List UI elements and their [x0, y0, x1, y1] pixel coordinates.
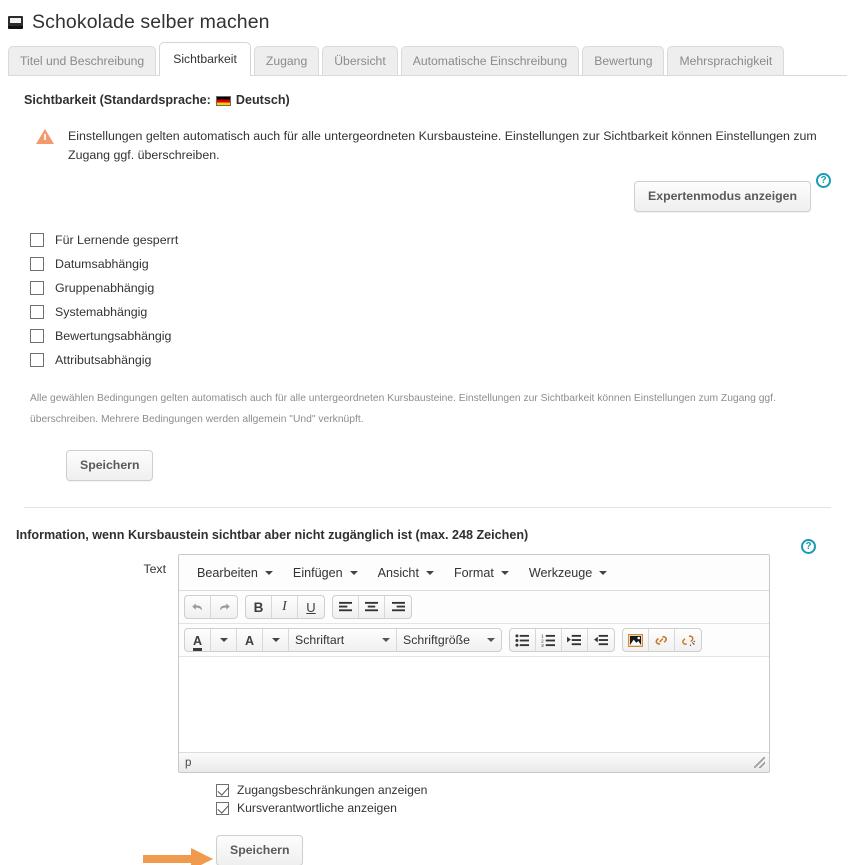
menu-label: Einfügen: [292, 565, 343, 580]
expert-mode-button[interactable]: Expertenmodus anzeigen: [634, 181, 811, 212]
text-field-label: Text: [143, 562, 166, 576]
section-title-suffix: ): [285, 93, 290, 107]
italic-icon[interactable]: I: [272, 596, 298, 618]
checkbox-label: Datumsabhängig: [55, 257, 149, 271]
checkbox-row-systemabhaengig[interactable]: [30, 300, 847, 324]
menu-label: Werkzeuge: [528, 565, 593, 580]
tab-mehrsprachigkeit[interactable]: Mehrsprachigkeit: [667, 46, 784, 75]
checkbox-label: Attributsabhängig: [55, 353, 152, 367]
menu-einfuegen[interactable]: [283, 561, 368, 585]
indent-increase-icon[interactable]: [562, 629, 588, 651]
menu-label: Bearbeiten: [197, 565, 258, 580]
insert-link-icon[interactable]: [649, 629, 675, 651]
background-color-letter: A: [244, 633, 255, 648]
menu-ansicht[interactable]: [368, 561, 444, 585]
svg-text:3: 3: [541, 642, 544, 647]
checkbox-row-gruppenabhaengig[interactable]: [30, 276, 847, 300]
menu-label: Format: [453, 565, 494, 580]
chevron-down-icon: [265, 571, 273, 575]
font-size-label: Schriftgröße: [403, 633, 470, 647]
section-title-prefix: Sichtbarkeit (Standardsprache:: [24, 93, 211, 107]
tab-zugang[interactable]: Zugang: [254, 46, 319, 75]
book-icon: [8, 16, 23, 29]
save-row-info: [216, 835, 847, 865]
orange-arrow-annotation: [143, 848, 219, 865]
chevron-down-icon: [599, 571, 607, 575]
checkbox-bewertungsabhaengig[interactable]: [30, 329, 44, 343]
svg-text:2: 2: [541, 637, 544, 643]
checkbox-gruppenabhaengig[interactable]: [30, 281, 44, 295]
bold-icon[interactable]: B: [246, 596, 272, 618]
checkbox-label: Kursverantwortliche anzeigen: [237, 801, 397, 815]
checkbox-systemabhaengig[interactable]: [30, 305, 44, 319]
font-size-select[interactable]: [397, 629, 501, 651]
editor-block: [8, 540, 847, 773]
save-row-visibility: [66, 450, 847, 481]
editor-menubar: [179, 555, 769, 591]
tab-titel-und-beschreibung[interactable]: Titel und Beschreibung: [8, 46, 156, 75]
insert-image-icon[interactable]: [623, 629, 649, 651]
indent-decrease-icon[interactable]: [588, 629, 614, 651]
display-options-list: [216, 781, 847, 817]
editor-statusbar: [179, 752, 769, 772]
redo-icon[interactable]: [211, 596, 237, 618]
page-header: [0, 0, 855, 36]
section-divider: [24, 507, 831, 508]
underline-icon[interactable]: U: [306, 599, 316, 615]
history-group: [184, 595, 238, 619]
expert-mode-row: [8, 174, 831, 212]
warning-triangle-icon: [36, 129, 54, 144]
chevron-down-icon: [426, 571, 434, 575]
section-title-sichtbarkeit: [8, 76, 847, 107]
tab-automatische-einschreibung[interactable]: Automatische Einschreibung: [401, 46, 579, 75]
checkbox-zugangsbeschraenkungen-anzeigen[interactable]: [216, 784, 229, 797]
checkbox-attributsabhaengig[interactable]: [30, 353, 44, 367]
help-icon-visibility[interactable]: ?: [816, 173, 831, 188]
menu-bearbeiten[interactable]: [187, 561, 283, 585]
align-center-icon[interactable]: [359, 596, 385, 618]
checkbox-kursverantwortliche-anzeigen[interactable]: [216, 802, 229, 815]
background-color-icon[interactable]: [237, 629, 263, 651]
visibility-condition-list: [30, 228, 847, 372]
background-color-dropdown-icon[interactable]: [263, 629, 289, 651]
info-section-title: Information, wenn Kursbaustein sichtbar aber nicht zugänglich ist (max. 248 Zeichen): [16, 528, 529, 542]
align-left-icon[interactable]: [333, 596, 359, 618]
menu-format[interactable]: [444, 561, 519, 585]
checkbox-row-bewertungsabhaengig[interactable]: [30, 324, 847, 348]
checkbox-row-fuer-lernende-gesperrt[interactable]: [30, 228, 847, 252]
editor-toolbar-row-2: [179, 624, 769, 657]
checkbox-row-attributsabhaengig[interactable]: [30, 348, 847, 372]
tab-sichtbarkeit[interactable]: Sichtbarkeit: [159, 42, 251, 76]
unlink-icon[interactable]: [675, 629, 701, 651]
section-title-language: Deutsch: [235, 93, 286, 107]
save-button-info[interactable]: Speichern: [216, 835, 303, 865]
warning-text: Einstellungen gelten automatisch auch für alle untergeordneten Kursbausteine. Einstellungen zur Sichtbarkeit können Einstellungen zum Zugang ggf. überschreiben.: [68, 129, 817, 162]
insert-group: [622, 628, 702, 652]
chevron-down-icon: [350, 571, 358, 575]
menu-label: Ansicht: [377, 565, 419, 580]
align-right-icon[interactable]: [385, 596, 411, 618]
editor-toolbar-row-1: [179, 591, 769, 624]
tab-panel-sichtbarkeit: [8, 75, 847, 865]
checkbox-label: Systemabhängig: [55, 305, 148, 319]
text-color-icon[interactable]: [185, 629, 211, 651]
menu-werkzeuge[interactable]: [519, 561, 617, 585]
editor-row: [8, 554, 847, 773]
alignment-group: [332, 595, 412, 619]
warning-banner: [36, 127, 826, 165]
checkbox-label: Für Lernende gesperrt: [55, 233, 179, 247]
editor-element-path: p: [185, 756, 192, 769]
chevron-down-icon: [501, 571, 509, 575]
rich-text-editor: [178, 554, 770, 773]
checkbox-label: Bewertungsabhängig: [55, 329, 172, 343]
checkbox-row-datumsabhaengig[interactable]: [30, 252, 847, 276]
font-family-label: Schriftart: [295, 633, 345, 647]
tab-bar: [0, 44, 855, 75]
svg-text:1: 1: [541, 633, 544, 639]
text-color-letter: A: [192, 633, 203, 648]
resize-grip-icon[interactable]: [754, 757, 765, 768]
checkbox-row-kursverantwortliche-anzeigen[interactable]: [216, 799, 847, 817]
text-color-dropdown-icon[interactable]: [211, 629, 237, 651]
undo-icon[interactable]: [185, 596, 211, 618]
tab-bewertung[interactable]: Bewertung: [582, 46, 664, 75]
numbered-list-icon[interactable]: [536, 629, 562, 651]
checkbox-fuer-lernende-gesperrt[interactable]: [30, 233, 44, 247]
list-indent-group: [509, 628, 615, 652]
tab-uebersicht[interactable]: Übersicht: [322, 46, 397, 75]
text-style-group: [245, 595, 325, 619]
bullet-list-icon[interactable]: [510, 629, 536, 651]
checkbox-label: Gruppenabhängig: [55, 281, 155, 295]
editor-content-area[interactable]: [179, 657, 769, 752]
checkbox-datumsabhaengig[interactable]: [30, 257, 44, 271]
color-group: [184, 628, 502, 652]
visibility-fine-print: Alle gewählen Bedingungen gelten automatisch auch für alle untergeordneten Kursbausteine. Einstellungen zur Sichtbarkeit können Einstellungen zum Zugang ggf. überschreiben. Mehrere Bedingungen werden allgemein "Und" verknüpft.: [30, 393, 776, 425]
save-button-visibility[interactable]: Speichern: [66, 450, 153, 481]
checkbox-row-zugangsbeschraenkungen-anzeigen[interactable]: [216, 781, 847, 799]
german-flag-icon: [216, 96, 231, 106]
page-title: Schokolade selber machen: [32, 11, 270, 33]
checkbox-label: Zugangsbeschränkungen anzeigen: [237, 783, 428, 797]
font-family-select[interactable]: [289, 629, 397, 651]
help-icon-editor[interactable]: ?: [801, 539, 816, 554]
